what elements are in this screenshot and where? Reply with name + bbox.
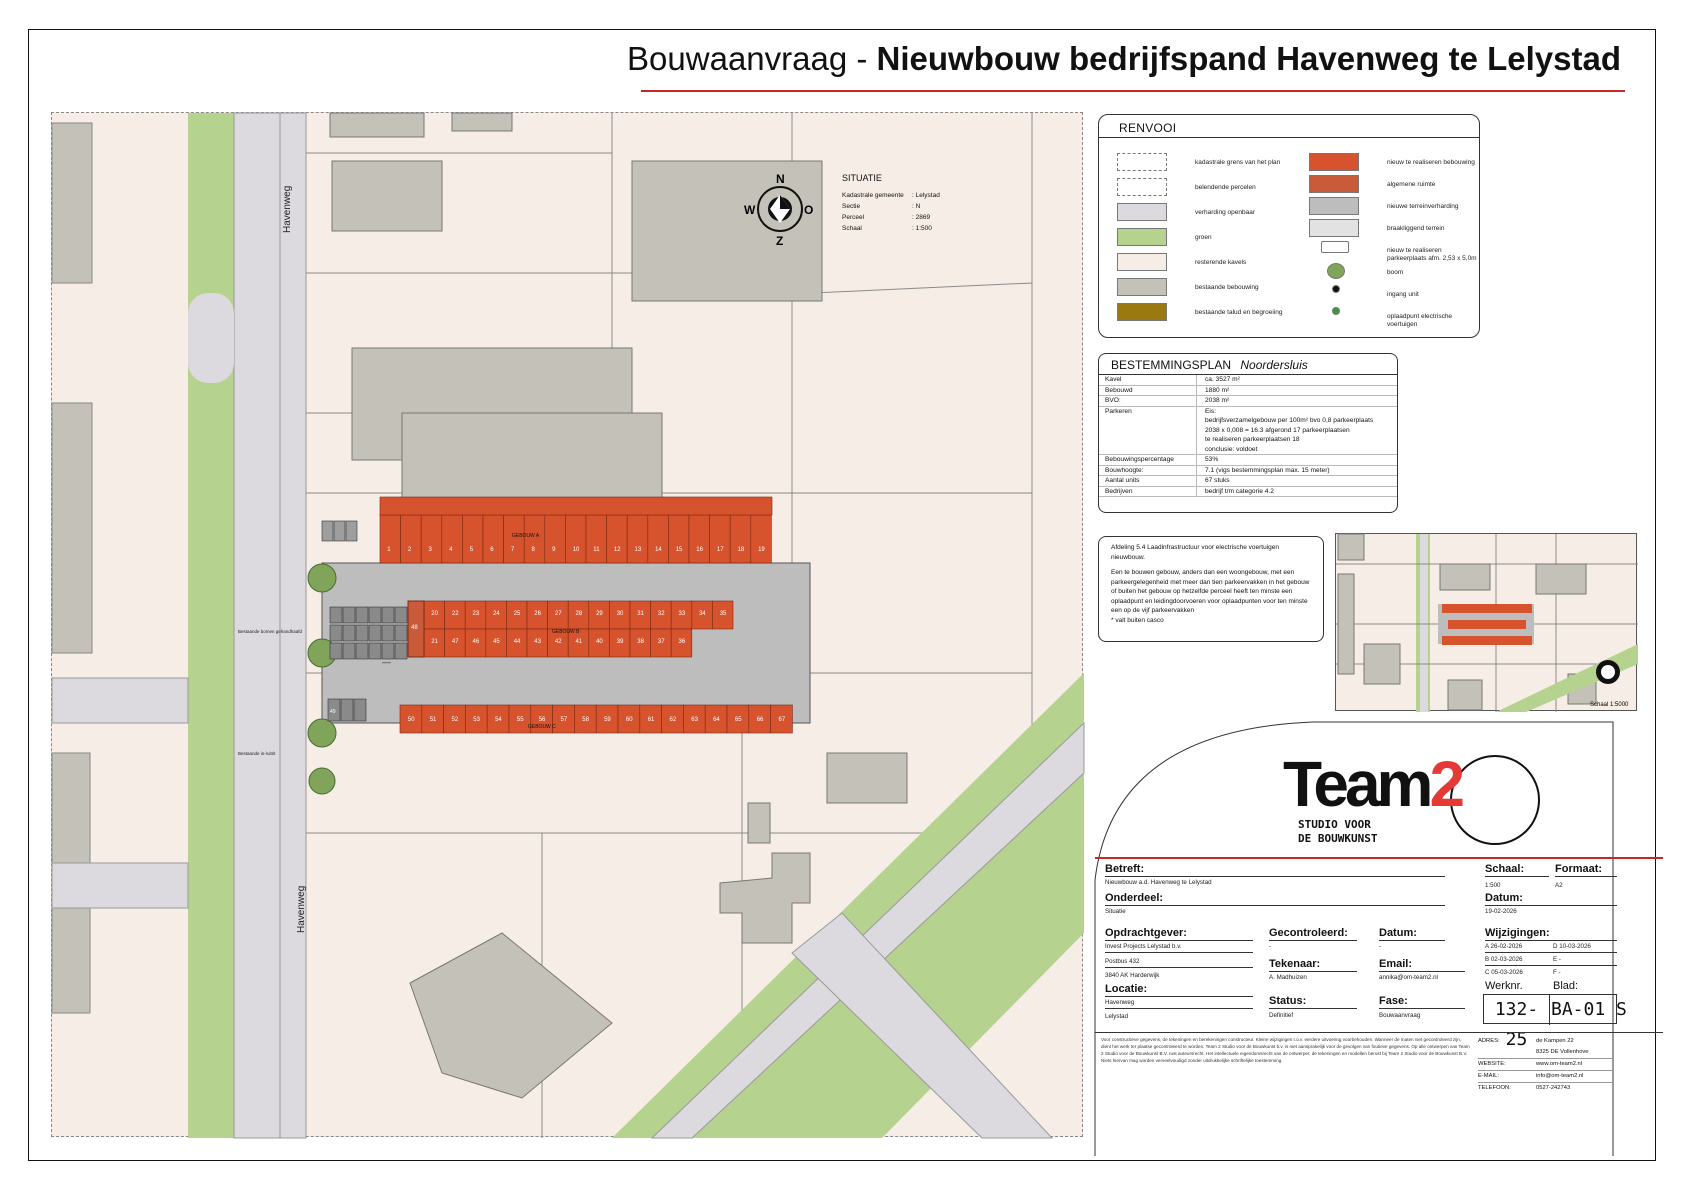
bp-row bbox=[1099, 407, 1397, 456]
unit-11 bbox=[586, 515, 607, 563]
fase-label: Fase: bbox=[1379, 995, 1408, 1007]
unit-number-26: 26 bbox=[534, 611, 541, 617]
street-label-bottom: Havenweg bbox=[296, 885, 307, 933]
unit-number-58: 58 bbox=[582, 717, 589, 723]
unit-number-4: 4 bbox=[449, 547, 453, 553]
parking-spot bbox=[395, 643, 407, 659]
legend-swatch bbox=[1309, 153, 1359, 171]
status-value: Definitief bbox=[1269, 1012, 1294, 1019]
bp-value: 7.1 (vigs bestemmingsplan max. 15 meter) bbox=[1205, 466, 1330, 474]
parking-spot bbox=[330, 625, 342, 641]
fase-value: Bouwaanvraag bbox=[1379, 1012, 1421, 1019]
bp-key: Bouwhoogte: bbox=[1099, 466, 1197, 476]
unit-number-33: 33 bbox=[678, 611, 686, 617]
bp-key: Bebouwingspercentage bbox=[1099, 455, 1197, 465]
blad-value: BA-01 S bbox=[1551, 999, 1627, 1020]
building-label-0: GEBOUW A bbox=[512, 533, 540, 539]
unit-number-2: 2 bbox=[407, 547, 412, 553]
legend-label: kadastrale grens van het plan bbox=[1195, 159, 1281, 166]
unit-number-20: 20 bbox=[431, 611, 438, 617]
unit-number-45: 45 bbox=[493, 639, 500, 645]
status-label: Status: bbox=[1269, 995, 1307, 1007]
unit-number-67: 67 bbox=[778, 717, 786, 723]
note-access: Bestaande in-/uitrit bbox=[238, 751, 276, 756]
onderdeel-label: Onderdeel: bbox=[1105, 892, 1164, 904]
unit-number-65: 65 bbox=[734, 717, 742, 723]
inset-drawing bbox=[1336, 534, 1638, 712]
situatie-value: : 1:500 bbox=[912, 225, 932, 232]
unit-number-25: 25 bbox=[513, 611, 521, 617]
unit-19 bbox=[751, 515, 772, 563]
unit-number-53: 53 bbox=[473, 717, 480, 723]
parking-spot bbox=[395, 607, 407, 623]
adres-label: ADRES: bbox=[1478, 1038, 1500, 1044]
email-label: Email: bbox=[1379, 958, 1413, 970]
parking-spot bbox=[343, 625, 355, 641]
wijziging-d: D 10-03-2026 bbox=[1553, 943, 1591, 950]
tagline-1: STUDIO VOOR bbox=[1298, 818, 1371, 831]
adres-line-2: 8325 DE Vollenhove bbox=[1536, 1049, 1589, 1055]
unit-5 bbox=[462, 515, 483, 563]
title-prefix: Bouwaanvraag - bbox=[627, 40, 877, 77]
unit-number-28: 28 bbox=[575, 611, 583, 617]
unit-number-34: 34 bbox=[699, 611, 706, 617]
parking-spot bbox=[354, 699, 366, 721]
renvooi-panel bbox=[1098, 114, 1480, 338]
parking-spot bbox=[343, 643, 355, 659]
inset-map bbox=[1335, 533, 1637, 711]
unit-number-11: 11 bbox=[593, 547, 600, 553]
bp-value: bedrijf t/m categorie 4.2 bbox=[1205, 487, 1274, 495]
site-plan-drawing bbox=[52, 113, 1084, 1138]
unit-number-35: 35 bbox=[719, 611, 727, 617]
parking-spot bbox=[330, 607, 342, 623]
legend-swatch bbox=[1332, 285, 1340, 293]
locatie-line-1: Havenweg bbox=[1105, 999, 1135, 1006]
unit-number-61: 61 bbox=[647, 717, 655, 723]
unit-number-46: 46 bbox=[472, 639, 480, 645]
unit-18 bbox=[730, 515, 751, 563]
unit-15 bbox=[668, 515, 689, 563]
bp-title: BESTEMMINGSPLAN bbox=[1111, 358, 1232, 372]
formaat-label: Formaat: bbox=[1555, 863, 1603, 875]
building-label-1: GEBOUW B bbox=[552, 629, 580, 635]
logo-number: 2 bbox=[1429, 748, 1462, 820]
unit-number-42: 42 bbox=[554, 639, 562, 645]
bp-key: BVO: bbox=[1099, 396, 1197, 406]
betreft-value: Nieuwbouw a.d. Havenweg te Lelystad bbox=[1105, 879, 1212, 886]
situatie-row bbox=[842, 190, 940, 201]
unit-number-5: 5 bbox=[469, 547, 474, 553]
unit-number-63: 63 bbox=[691, 717, 698, 723]
unit-number-52: 52 bbox=[451, 717, 459, 723]
bp-key: Aantal units bbox=[1099, 476, 1197, 486]
telefoon-label: TELEFOON: bbox=[1478, 1085, 1511, 1091]
afdeling-panel bbox=[1098, 536, 1324, 642]
unit-number-9: 9 bbox=[552, 547, 556, 553]
unit-number-7: 7 bbox=[510, 547, 515, 553]
parking-spot bbox=[369, 607, 381, 623]
situatie-value: : Lelystad bbox=[912, 192, 940, 199]
legend-label: oplaadpunt electrische voertuigen bbox=[1387, 313, 1453, 328]
legend-swatch bbox=[1309, 197, 1359, 215]
parking-spot bbox=[330, 643, 342, 659]
unit-number-50: 50 bbox=[407, 717, 415, 723]
unit-number-1: 1 bbox=[387, 547, 391, 553]
email2-value[interactable]: info@om-team2.nl bbox=[1536, 1073, 1584, 1079]
unit-number-39: 39 bbox=[616, 639, 624, 645]
unit-number-22: 22 bbox=[451, 611, 459, 617]
title-underline bbox=[641, 90, 1625, 92]
drawing-sheet bbox=[28, 29, 1656, 1161]
parking-spot bbox=[341, 699, 353, 721]
werknr-label: Werknr. bbox=[1485, 980, 1523, 992]
legend-swatch bbox=[1117, 278, 1167, 296]
note-trees: Bestaande bomen gehandhaafd bbox=[238, 629, 303, 634]
unit-number-38: 38 bbox=[637, 639, 644, 645]
unit-number-31: 31 bbox=[637, 611, 644, 617]
unit-number-24: 24 bbox=[493, 611, 500, 617]
opdrachtgever-line-3: 3840 AK Harderwijk bbox=[1105, 972, 1160, 979]
unit-number-64: 64 bbox=[713, 717, 720, 723]
gecontroleerd-value: - bbox=[1269, 943, 1272, 950]
compass-o: O bbox=[804, 203, 814, 217]
unit-number-8: 8 bbox=[531, 547, 535, 553]
situatie-key: Perceel bbox=[842, 214, 865, 221]
legend-swatch bbox=[1117, 178, 1167, 196]
unit-number-6: 6 bbox=[490, 547, 494, 553]
unit-17 bbox=[710, 515, 731, 563]
unit-number-44: 44 bbox=[513, 639, 521, 645]
unit-number-13: 13 bbox=[634, 547, 642, 553]
parking-spot bbox=[369, 643, 381, 659]
plot-marker: — bbox=[382, 657, 391, 667]
parking-spot bbox=[346, 521, 357, 541]
legend-label: nieuw te realiseren bebouwing bbox=[1387, 159, 1475, 166]
website-label: WEBSITE: bbox=[1478, 1061, 1506, 1067]
bp-subtitle: Noordersluis bbox=[1240, 358, 1308, 372]
bp-key: Bebouwd bbox=[1099, 386, 1197, 396]
situatie-key: Schaal bbox=[842, 225, 862, 232]
unit-number-27: 27 bbox=[554, 611, 562, 617]
afdeling-note: * valt buiten casco bbox=[1111, 616, 1164, 624]
parking-spot bbox=[322, 521, 333, 541]
bp-value: 2038 m² bbox=[1205, 397, 1230, 404]
unit-number-48: 48 bbox=[411, 625, 418, 631]
legend-label: nieuw te realiseren parkeerplaats afm. 2,53 x 5,0m bbox=[1387, 247, 1477, 262]
legend-swatch bbox=[1327, 263, 1345, 279]
legend-label: boom bbox=[1387, 269, 1404, 276]
unit-number-18: 18 bbox=[737, 547, 745, 553]
werknr-value: 132-25 bbox=[1484, 995, 1550, 1025]
bp-row bbox=[1099, 396, 1397, 407]
situatie-row bbox=[842, 212, 940, 223]
situatie-key: Sectie bbox=[842, 203, 861, 210]
unit-number-15: 15 bbox=[675, 547, 683, 553]
tekenaar-label: Tekenaar: bbox=[1269, 958, 1321, 970]
datum-label: Datum: bbox=[1485, 892, 1523, 904]
street-label-top: Havenweg bbox=[282, 185, 293, 233]
bp-key: Bedrijven bbox=[1099, 487, 1197, 497]
situatie-row bbox=[842, 223, 940, 234]
wijziging-e: E - bbox=[1553, 956, 1561, 963]
wijziging-b: B 02-03-2026 bbox=[1485, 956, 1523, 963]
unit-number-36: 36 bbox=[678, 639, 686, 645]
parking-spot bbox=[356, 643, 368, 659]
bestemmingsplan-panel bbox=[1098, 353, 1398, 513]
unit-number-29: 29 bbox=[596, 611, 603, 617]
situatie-block bbox=[842, 173, 940, 234]
bp-key: Parkeren bbox=[1099, 407, 1197, 455]
parking-spot bbox=[356, 625, 368, 641]
unit-number-10: 10 bbox=[572, 547, 580, 553]
wijziging-f: F - bbox=[1553, 969, 1561, 976]
team2-logo bbox=[1283, 748, 1462, 820]
legend-label: ingang unit bbox=[1387, 291, 1419, 298]
bp-row bbox=[1099, 476, 1397, 487]
bp-row bbox=[1099, 386, 1397, 397]
legend-label: bestaande bebouwing bbox=[1195, 284, 1259, 291]
unit-number-66: 66 bbox=[756, 717, 764, 723]
situatie-key: Kadastrale gemeente bbox=[842, 192, 904, 199]
legend-label: belendende percelen bbox=[1195, 184, 1256, 191]
legend-swatch bbox=[1321, 241, 1349, 253]
bp-row bbox=[1099, 455, 1397, 466]
parking-spot bbox=[356, 607, 368, 623]
unit-number-62: 62 bbox=[669, 717, 677, 723]
email-value: annika@om-team2.nl bbox=[1379, 974, 1438, 981]
legend-label: bestaande talud en begroeiing bbox=[1195, 309, 1283, 316]
unit-number-57: 57 bbox=[560, 717, 568, 723]
unit-number-3: 3 bbox=[428, 547, 432, 553]
wijzigingen-label: Wijzigingen: bbox=[1485, 927, 1550, 939]
adres-line-1: de Kampen 22 bbox=[1536, 1038, 1574, 1044]
bp-value: 53% bbox=[1205, 456, 1219, 463]
compass-w: W bbox=[744, 203, 756, 217]
bp-value: 67 stuks bbox=[1205, 477, 1230, 484]
unit-3 bbox=[421, 515, 442, 563]
unit-number-30: 30 bbox=[616, 611, 624, 617]
legend-label: groen bbox=[1195, 234, 1212, 241]
legend-swatch bbox=[1117, 153, 1167, 171]
renvooi-title: RENVOOI bbox=[1119, 121, 1177, 135]
datum-value: 19-02-2026 bbox=[1485, 908, 1517, 915]
logo-tagline bbox=[1298, 818, 1377, 846]
logo-name: Team bbox=[1283, 748, 1430, 820]
legend-swatch bbox=[1117, 253, 1167, 271]
legend-swatch bbox=[1117, 303, 1167, 321]
tekenaar-value: A. Madhuizen bbox=[1269, 974, 1307, 981]
unit-number-60: 60 bbox=[625, 717, 633, 723]
building-label-2: GEBOUW C bbox=[528, 724, 556, 730]
legend-swatch bbox=[1309, 175, 1359, 193]
unit-2 bbox=[401, 515, 422, 563]
bp-row bbox=[1099, 466, 1397, 477]
legend-label: algemene ruimte bbox=[1387, 181, 1436, 188]
unit-14 bbox=[648, 515, 669, 563]
legend-swatch bbox=[1117, 203, 1167, 221]
legend-swatch bbox=[1117, 228, 1167, 246]
legend-label: nieuwe terreinverharding bbox=[1387, 203, 1459, 210]
unit-7 bbox=[504, 515, 525, 563]
unit-1 bbox=[380, 515, 401, 563]
opdrachtgever-line-1: Invest Projects Lelystad b.v. bbox=[1105, 943, 1182, 950]
compass-z: Z bbox=[776, 234, 784, 248]
onderdeel-value: Situatie bbox=[1105, 908, 1126, 915]
situatie-row bbox=[842, 201, 940, 212]
schaal-value: 1:500 bbox=[1485, 882, 1501, 889]
title-block bbox=[1093, 720, 1665, 1156]
bp-key: Kavel bbox=[1099, 375, 1197, 385]
unit-number-32: 32 bbox=[657, 611, 665, 617]
legend-swatch bbox=[1309, 219, 1359, 237]
unit-8 bbox=[524, 515, 545, 563]
bp-row bbox=[1099, 375, 1397, 386]
disclaimer-text: Voor constructieve gegevens, de tekeningen en berekeningen constructeur. Kleine wijzigingen t.o.v. eerdere uitvoering voorbehouden. Wanneer de maten niet gecontroleerd zijn, dient het werk ter plaatse gecontroleerd te worden. Team 2 Studio voor de Bouwkunst b.v. is niet aansprakelijk voor de gevolgen van foutieve gegevens. Op alle ontwerpen van Team 2 Studio voor de Bouwkunst B.V. rust auteursrecht. Het intellectuele eigendomsrecht van de ontwerper, de tekeningen en modellen berust bij Team 2 Studio voor de Bouwkunst B.V. Niets hiervan mag worden verveelvoudigd zonder uitdrukkelijke schriftelijke toestemming. bbox=[1101, 1037, 1470, 1063]
unit-number-55: 55 bbox=[516, 717, 524, 723]
unit-4 bbox=[442, 515, 463, 563]
unit-number-14: 14 bbox=[655, 547, 662, 553]
parking-spot bbox=[343, 607, 355, 623]
unit-number-56: 56 bbox=[538, 717, 546, 723]
parking-spot bbox=[382, 625, 394, 641]
address-block bbox=[1478, 1036, 1613, 1094]
bp-value: Eis: bedrijfsverzamelgebouw per 100m² bvo 0,8 parkeerplaats 2038 x 0,008 = 16.3 afgerond 17 parkeerplaatsen te realiseren parkeerplaatsen 18 conclusie: voldoet bbox=[1205, 407, 1374, 453]
bestemmingsplan-title bbox=[1111, 358, 1308, 372]
afdeling-heading: Afdeling 5.4 Laadinfrastructuur voor electrische voertuigen nieuwbouw. bbox=[1111, 544, 1280, 561]
telefoon-value: 0527-242743 bbox=[1536, 1085, 1571, 1091]
opdrachtgever-line-2: Postbus 432 bbox=[1105, 958, 1140, 965]
unit-number-16: 16 bbox=[696, 547, 703, 553]
locatie-label: Locatie: bbox=[1105, 983, 1148, 995]
page-title bbox=[627, 40, 1621, 78]
opdrachtgever-label: Opdrachtgever: bbox=[1105, 927, 1187, 939]
unit-9 bbox=[545, 515, 566, 563]
blad-label: Blad: bbox=[1553, 980, 1579, 992]
parking-spot bbox=[369, 625, 381, 641]
unit-number-47: 47 bbox=[451, 639, 459, 645]
unit-number-21: 21 bbox=[431, 639, 438, 645]
unit-number-43: 43 bbox=[534, 639, 541, 645]
legend-label: resterende kavels bbox=[1195, 259, 1247, 266]
gecontroleerd-label: Gecontroleerd: bbox=[1269, 927, 1348, 939]
website-value[interactable]: www.om-team2.nl bbox=[1536, 1061, 1583, 1067]
parking-spot bbox=[395, 625, 407, 641]
wijziging-c: C 05-03-2026 bbox=[1485, 969, 1523, 976]
formaat-value: A2 bbox=[1555, 882, 1563, 889]
unit-number-12: 12 bbox=[613, 547, 621, 553]
parking-spot bbox=[334, 521, 345, 541]
unit-number-54: 54 bbox=[495, 717, 502, 723]
email2-label: E-MAIL: bbox=[1478, 1073, 1499, 1079]
schaal-label: Schaal: bbox=[1485, 863, 1525, 875]
locatie-line-2: Lelystad bbox=[1105, 1013, 1129, 1020]
car-label: 49 bbox=[330, 709, 336, 715]
bp-row bbox=[1099, 487, 1397, 498]
unit-6 bbox=[483, 515, 504, 563]
inset-scale-label: Schaal 1:5000 bbox=[1590, 702, 1629, 708]
datum2-label: Datum: bbox=[1379, 927, 1417, 939]
unit-number-19: 19 bbox=[758, 547, 765, 553]
betreft-label: Betreft: bbox=[1105, 863, 1145, 875]
title-main: Nieuwbouw bedrijfspand Havenweg te Lelystad bbox=[876, 40, 1621, 77]
unit-number-40: 40 bbox=[596, 639, 603, 645]
unit-16 bbox=[689, 515, 710, 563]
unit-number-37: 37 bbox=[657, 639, 665, 645]
tagline-2: DE BOUWKUNST bbox=[1298, 832, 1378, 845]
bp-value: 1880 m² bbox=[1205, 386, 1230, 394]
site-plan-map bbox=[51, 112, 1083, 1137]
unit-number-51: 51 bbox=[429, 717, 437, 723]
compass-n: N bbox=[776, 172, 785, 186]
datum2-value: - bbox=[1379, 943, 1382, 950]
unit-number-59: 59 bbox=[604, 717, 611, 723]
wijziging-a: A 26-02-2026 bbox=[1485, 943, 1523, 950]
situatie-value: : N bbox=[912, 203, 921, 210]
parking-spot bbox=[382, 607, 394, 623]
unit-number-23: 23 bbox=[472, 611, 480, 617]
bp-value: ca. 3527 m² bbox=[1205, 376, 1240, 383]
legend-label: braakliggend terrein bbox=[1387, 225, 1445, 232]
unit-10 bbox=[565, 515, 586, 563]
building-a-front bbox=[380, 497, 772, 515]
unit-number-17: 17 bbox=[716, 547, 724, 553]
unit-12 bbox=[607, 515, 628, 563]
unit-number-41: 41 bbox=[575, 639, 583, 645]
legend-swatch bbox=[1332, 307, 1340, 315]
afdeling-body: Een te bouwen gebouw, anders dan een woongebouw, met een parkeergelegenheid met meer dan tien parkeervakken in het gebouw of buiten het gebouw op hetzelfde perceel heeft ten minste een oplaadpunt en leidingdoorvoeren voor oplaadpunten voor ten minste een op de vijf parkeervakken bbox=[1111, 569, 1310, 614]
unit-13 bbox=[627, 515, 648, 563]
legend-label: verharding openbaar bbox=[1195, 209, 1255, 216]
situatie-title: SITUATIE bbox=[842, 173, 882, 183]
situatie-value: : 2869 bbox=[912, 214, 931, 221]
